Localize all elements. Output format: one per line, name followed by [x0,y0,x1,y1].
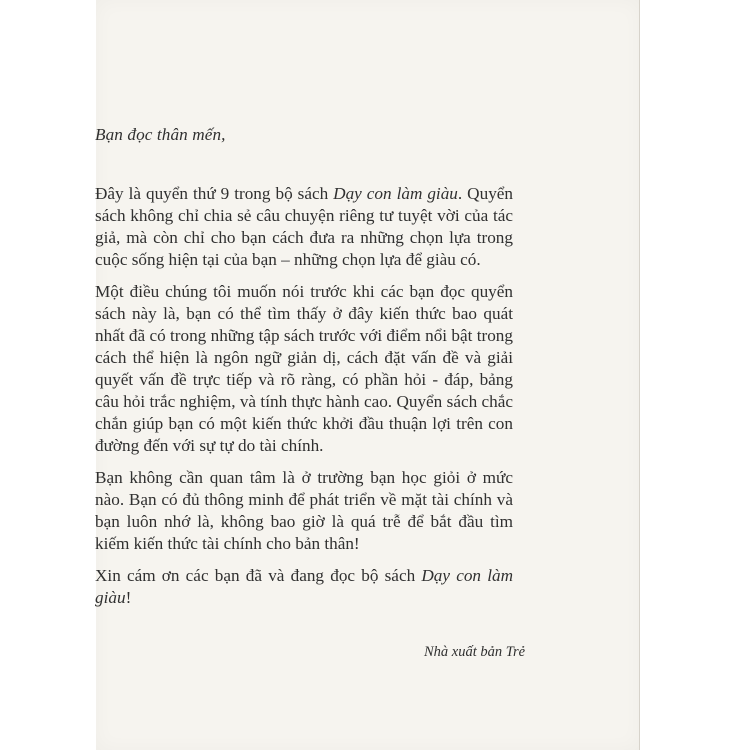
paragraph-4 [95,565,513,609]
book-series-title: Dạy con làm giàu [333,184,458,203]
publisher-signature: Nhà xuất bản Trẻ [424,644,526,660]
book-series-title-2: Dạy con làm giàu [95,566,513,607]
paragraph-1 [95,183,513,271]
paragraph-4-text-start: Xin cám ơn các bạn đã và đang đọc bộ sách [95,566,422,585]
paragraph-4-text-end: ! [125,588,132,607]
paragraph-1-text-start: Đây là quyển thứ 9 trong bộ sách [95,184,334,203]
salutation: Bạn đọc thân mến, [95,125,226,144]
paragraph-1-text-end: . Quyển sách không chỉ chia sẻ câu chuyện riêng tư tuyệt vời của tác giả, mà còn chỉ cho bạn cách đưa ra những chọn lựa trong cuộc sống hiện tại của bạn – những chọn lựa để giàu có. [95,184,514,269]
letter-body [95,124,513,619]
paragraph-2: Một điều chúng tôi muốn nói trước khi các bạn đọc quyển sách này là, bạn có thể tìm thấy ở đây kiến thức bao quát nhất đã có trong những tập sách trước với điểm nổi bật trong cách thể hiện là ngôn ngữ giản dị, cách đặt vấn đề và giải quyết vấn đề trực tiếp và rõ ràng, có phần hỏi - đáp, bảng câu hỏi trắc nghiệm, và tính thực hành cao. Quyển sách chắc chắn giúp bạn có một kiến thức khởi đầu thuận lợi trên con đường đến với sự tự do tài chính. [95,282,513,455]
paragraph-3: Bạn không cần quan tâm là ở trường bạn học giỏi ở mức nào. Bạn có đủ thông minh để phát triển về mặt tài chính và bạn luôn nhớ là, không bao giờ là quá trễ để bắt đầu tìm kiếm kiến thức tài chính cho bản thân! [95,468,513,553]
page-edge [639,0,640,750]
